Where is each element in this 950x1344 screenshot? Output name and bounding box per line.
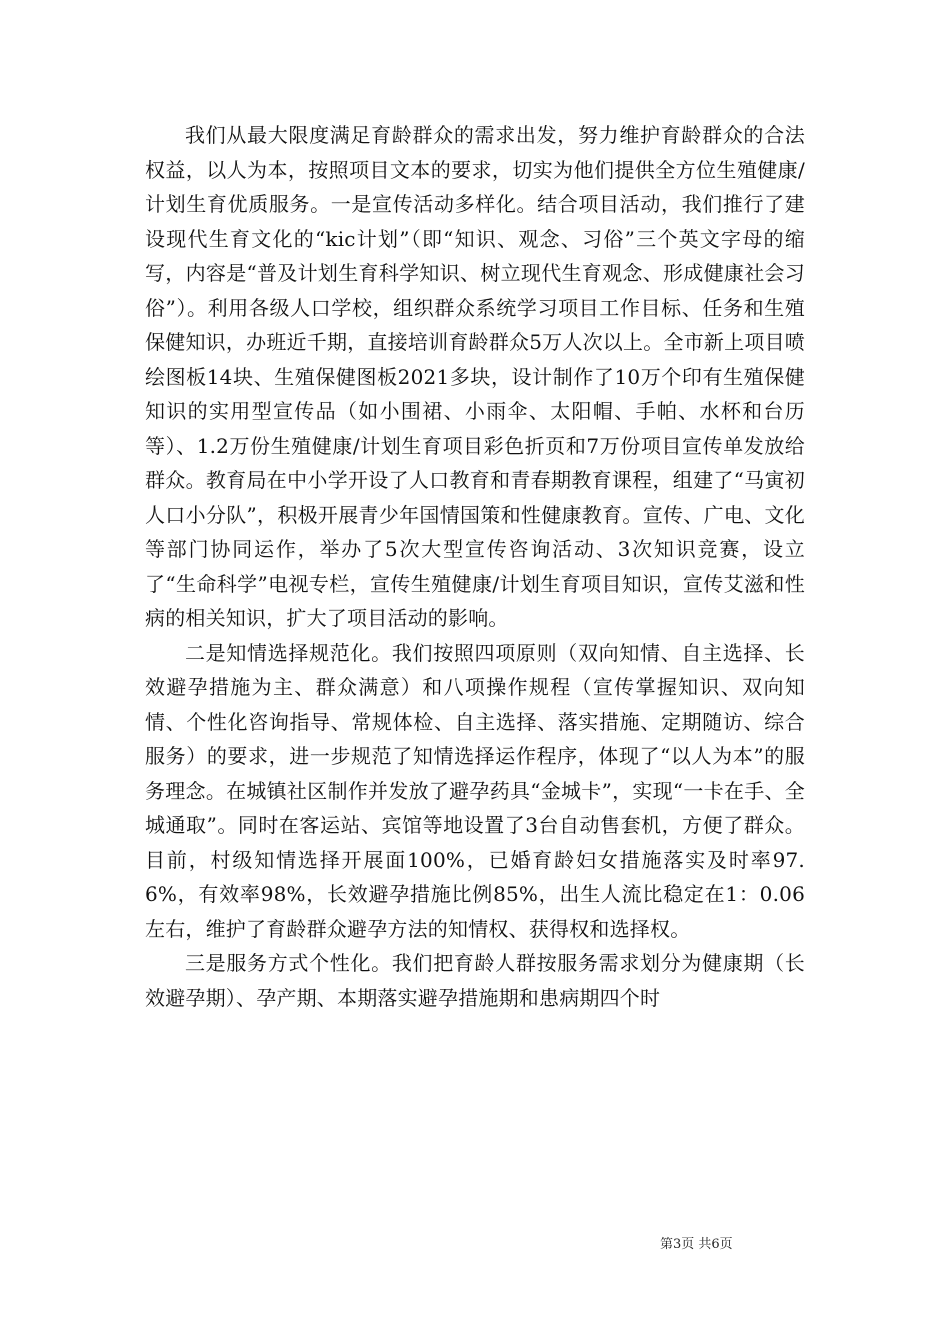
page-number-footer: 第3页 共6页 xyxy=(660,1237,733,1252)
document-body xyxy=(145,118,805,1015)
paragraph-1: 我们从最大限度满足育龄群众的需求出发，努力维护育龄群众的合法权益，以人为本，按照项目文本的要求，切实为他们提供全方位生殖健康/计划生育优质服务。一是宣传活动多样化。结合项目活动，我们推行了建设现代生育文化的“kic计划”（即“知识、观念、习俗”三个英文字母的缩写，内容是“普及计划生育科学知识、树立现代生育观念、形成健康社会习俗”）。利用各级人口学校，组织群众系统学习项目工作目标、任务和生殖保健知识，办班近千期，直接培训育龄群众5万人次以上。全市新上项目喷绘图板14块、生殖保健图板2021多块，设计制作了10万个印有生殖保健知识的实用型宣传品（如小围裙、小雨伞、太阳帽、手帕、水杯和台历等）、1.2万份生殖健康/计划生育项目彩色折页和7万份项目宣传单发放给群众。教育局在中小学开设了人口教育和青春期教育课程，组建了“马寅初人口小分队”，积极开展青少年国情国策和性健康教育。宣传、广电、文化等部门协同运作，举办了5次大型宣传咨询活动、3次知识竞赛，设立了“生命科学”电视专栏，宣传生殖健康/计划生育项目知识，宣传艾滋和性病的相关知识，扩大了项目活动的影响。 xyxy=(145,123,805,630)
paragraph-3: 三是服务方式个性化。我们把育龄人群按服务需求划分为健康期（长效避孕期）、孕产期、本期落实避孕措施期和患病期四个时 xyxy=(145,951,805,1010)
paragraph-2: 二是知情选择规范化。我们按照四项原则（双向知情、自主选择、长效避孕措施为主、群众满意）和八项操作规程（宣传掌握知识、双向知情、个性化咨询指导、常规体检、自主选择、落实措施、定期随访、综合服务）的要求，进一步规范了知情选择运作程序，体现了“以人为本”的服务理念。在城镇社区制作并发放了避孕药具“金城卡”，实现“一卡在手、全城通取”。同时在客运站、宾馆等地设置了3台自动售套机，方便了群众。目前，村级知情选择开展面100%，已婚育龄妇女措施落实及时率97.6%，有效率98%，长效避孕措施比例85%，出生人流比稳定在1：0.06左右，维护了育龄群众避孕方法的知情权、获得权和选择权。 xyxy=(145,640,805,941)
